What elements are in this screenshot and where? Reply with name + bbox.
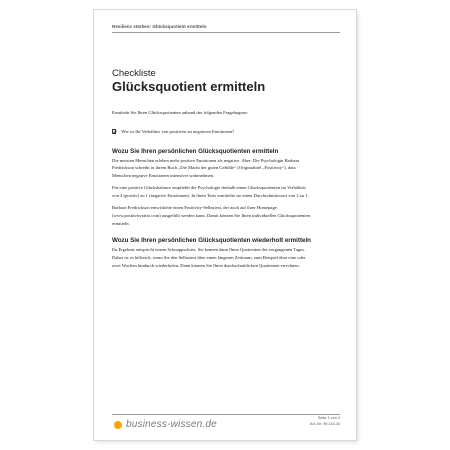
section-heading: Wozu Sie Ihren persönlichen Glücksquotienten ermitteln (112, 147, 279, 155)
section-paragraph: Für eine positive Glücksbalance empfiehlt die Psychologie deshalb einen Glücksquotienten im Verhältnis von 3 (positiv) zu 1 (negative Emotionen). In ihren Tests ermittelte sie einen Durchschnittswert von 2 zu 1. (112, 185, 309, 199)
section-why-determine (112, 148, 312, 228)
footer-divider (112, 414, 340, 415)
logo-text: business-wissen.de (126, 419, 217, 430)
brand-logo (114, 419, 217, 430)
running-header: Resilienz stärken: Glücksquotient ermitteln (112, 24, 207, 29)
page-number: Seite 1 von 4 (317, 416, 340, 420)
checklist-item-text: Wie ist Ihr Verhältnis von positiven zu negativen Emotionen? (121, 128, 235, 134)
article-number: Art.-Nr. 99.143.34 (310, 421, 340, 426)
section-paragraph: Barbara Fredrickson entwickelte einen Positivity-Selbsttest, der auch auf ihrer Homepage (www.positivityratio.com) ausgefüllt werden kann. Damit können Sie Ihren individuellen Glücksquotienten ermitteln. (112, 205, 310, 227)
document-body (112, 109, 312, 278)
logo-dot-icon (114, 421, 122, 429)
intro-text: Ermitteln Sie Ihren Glücksquotienten anhand des folgenden Fragebogens: (112, 110, 248, 115)
page-meta (310, 416, 340, 427)
header-divider (112, 32, 340, 33)
document-page (94, 10, 356, 440)
checklist-item (112, 128, 312, 136)
section-heading: Wozu Sie Ihren persönlichen Glücksquotienten wiederholt ermitteln (112, 236, 311, 244)
section-paragraph: Ihr Ergebnis entspricht einem Schnappschuss. Sie kennen dann Ihren Quotienten des vergangenen Tages. Daher ist es hilfreich, wenn Sie den Selbsttest über einen längeren Zeitraum, zum Beispiel über eine oder zwei Wochen hindurch wiederholen. Dann können Sie Ihren durchschnittlichen Quotienten errechnen. (112, 246, 306, 268)
section-paragraph: Die meisten Menschen erleben mehr positive Emotionen als negative. Aber: Die Psychologin Barbara Fredrickson schreibt in ihrem Buch „Die Macht der guten Gefühle“ (Originaltitel „Positivity“), dass Menschen negative Emotionen intensiver wahrnehmen. (112, 157, 300, 179)
section-why-repeat (112, 237, 312, 269)
document-title: Glücksquotient ermitteln (112, 79, 266, 94)
checkbox-checked-icon (112, 129, 116, 133)
document-kicker: Checkliste (112, 68, 156, 79)
